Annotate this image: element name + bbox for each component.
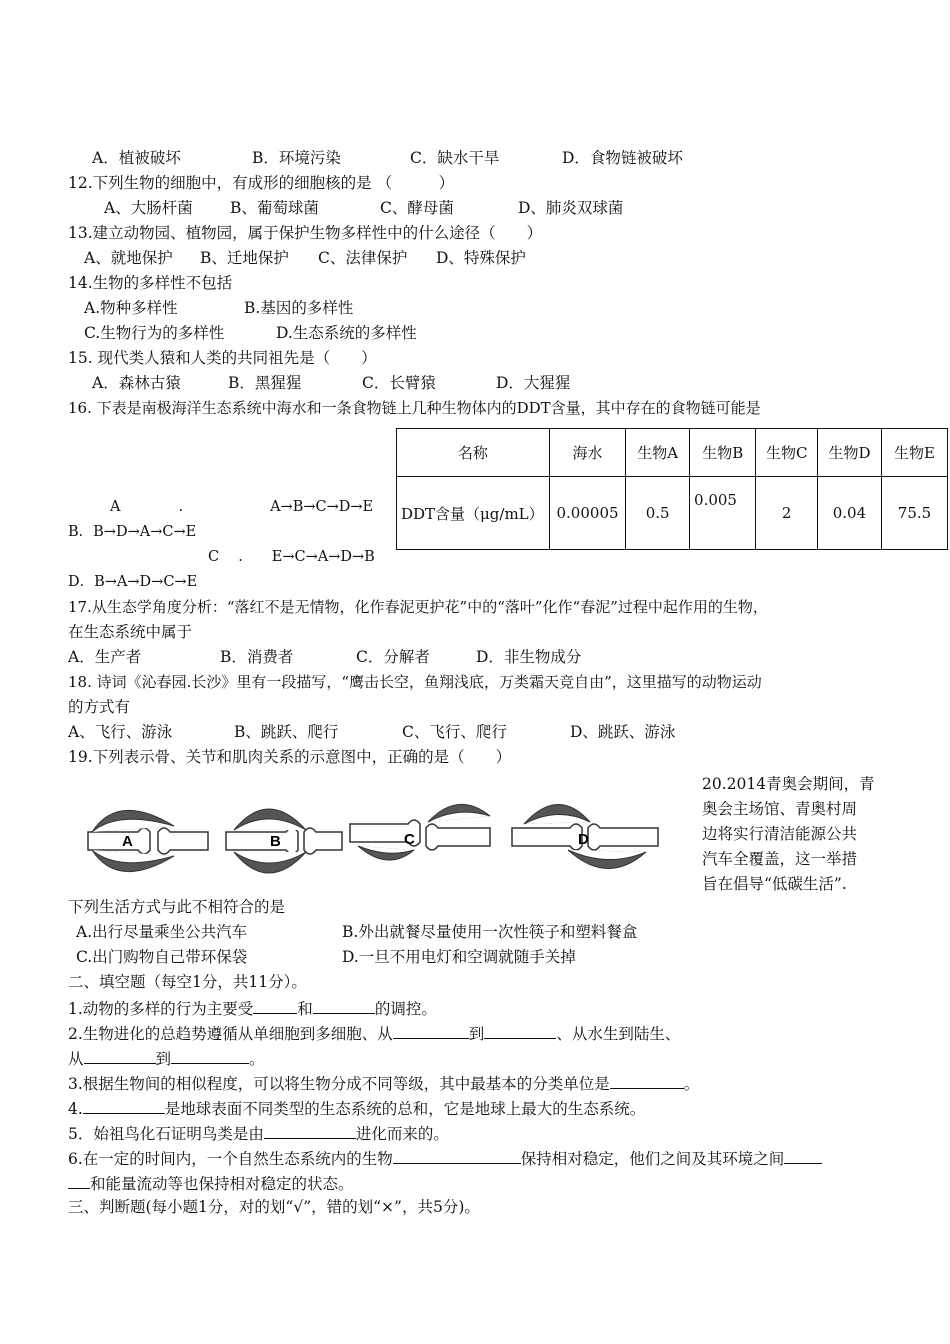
q12-stem: 12.下列生物的细胞中，有成形的细胞核的是 （ ） [68,174,455,192]
q16-stem: 16. 下表是南极海洋生态系统中海水和一条食物链上几种生物体内的DDT含量，其中存在的食物链可能是 [68,399,761,417]
diagram-a [88,810,208,871]
q17-option-c: C．分解者 [356,648,430,666]
fill-blank[interactable] [484,1022,556,1039]
q16-option-a: A . A→B→C→D→E [110,499,374,515]
q18-stem-line1: 18. 诗词《沁春园.长沙》里有一段描写，“鹰击长空，鱼翔浅底，万类霜天竞自由”，这里描写的动物运动 [68,673,762,691]
q13-option-a: A、就地保护 [84,249,173,267]
q20-side-text [702,772,892,897]
q14-option-d: D.生态系统的多样性 [276,324,417,342]
fill-blank[interactable] [784,1147,822,1164]
diagram-label-d: D [578,831,589,848]
q15-option-a: A．森林古猿 [92,374,181,392]
q19-stem: 19.下列表示骨、关节和肌肉关系的示意图中，正确的是（ ） [68,748,512,766]
q17-option-a: A．生产者 [68,648,142,666]
q20-option-a: A.出行尽量乘坐公共汽车 [76,923,248,941]
q20-side-line: 旨在倡导“低碳生活”. [702,875,847,893]
ddt-header: 生物B [690,429,756,477]
q16-option-d: D．B→A→D→C→E [68,574,198,590]
q20-option-b: B.外出就餐尽量使用一次性筷子和塑料餐盒 [342,923,638,941]
ddt-cell: 0.5 [626,477,690,550]
q20-option-c: C.出门购物自己带环保袋 [76,948,248,966]
ddt-value-row [397,477,948,550]
fill-q2-text: 到 [468,1025,485,1043]
fill-blank[interactable] [264,1122,356,1139]
q20-side-line: 边将实行清洁能源公共 [702,825,858,843]
ddt-header: 生物C [756,429,818,477]
q17-stem-line1: 17.从生态学角度分析：“落红不是无情物，化作春泥更护花”中的“落叶”化作“春泥”过程中起作用的生物， [68,598,768,616]
fill-q4 [68,1097,645,1119]
fill-q1 [68,997,437,1019]
ddt-header: 生物A [626,429,690,477]
q17-option-d: D．非生物成分 [476,648,582,666]
ddt-cell: 75.5 [881,477,947,550]
q16-option-b: B．B→D→A→C→E [68,524,197,540]
fill-q5-text: 进化而来的。 [355,1125,449,1143]
q11-option-a: A．植被破坏 [92,149,181,167]
fill-q2-cont [68,1047,265,1069]
ddt-cell: DDT含量（μg/mL） [397,477,550,550]
fill-q4-text: 4. [68,1100,83,1118]
fill-q1-text: 1.动物的多样的行为主要受 [68,1000,254,1018]
ddt-cell: 0.00005 [549,477,626,550]
q18-stem-line2: 的方式有 [68,698,131,716]
fill-blank[interactable] [313,997,375,1014]
q15-option-d: D．大猩猩 [496,374,571,392]
fill-q5-text: 5．始祖鸟化石证明鸟类是由 [68,1125,264,1143]
fill-blank[interactable] [610,1072,684,1089]
q20-option-d: D.一旦不用电灯和空调就随手关掉 [342,948,576,966]
q13-option-b: B、迁地保护 [200,249,289,267]
ddt-cell: 0.005 [690,477,756,550]
ddt-header: 海水 [549,429,626,477]
fill-blank[interactable] [171,1047,249,1064]
q11-option-b: B．环境污染 [252,149,341,167]
fill-q5 [68,1122,449,1144]
q16-option-c: C . E→C→A→D→B [208,549,375,565]
fill-q6 [68,1147,822,1169]
ddt-header: 生物E [881,429,947,477]
diagram-c [350,804,490,860]
q14-stem: 14.生物的多样性不包括 [68,274,233,292]
fill-q3-text: 。 [683,1075,700,1093]
q17-option-b: B．消费者 [220,648,294,666]
fill-q6-cont [68,1172,354,1194]
diagram-b [226,809,342,873]
fill-blank[interactable] [68,1172,90,1189]
q12-option-a: A、大肠杆菌 [104,199,193,217]
bone-joint-muscle-figure [78,794,664,886]
ddt-header: 名称 [397,429,550,477]
q14-option-c: C.生物行为的多样性 [84,324,225,342]
fill-q2-text: 2.生物进化的总趋势遵循从单细胞到多细胞、从 [68,1025,393,1043]
fill-q2-text: 到 [155,1050,172,1068]
diagram-label-c: C [404,831,415,848]
diagram-label-b: B [270,833,281,850]
q18-option-a: A、飞行、游泳 [68,723,173,741]
fill-q2 [68,1022,680,1044]
q20-stem: 下列生活方式与此不相符合的是 [68,898,286,916]
diagram-label-a: A [122,833,133,850]
q12-option-c: C、酵母菌 [380,199,454,217]
section2-title: 二、填空题（每空1分，共11分）。 [68,973,307,991]
fill-q6-text: 保持相对稳定，他们之间及其环境之间 [520,1150,785,1168]
fill-q1-text: 和 [297,1000,313,1018]
q14-option-b: B.基因的多样性 [244,299,354,317]
q12-option-d: D、肺炎双球菌 [518,199,624,217]
ddt-header-row [397,429,948,477]
fill-q1-text: 的调控。 [374,1000,437,1018]
ddt-table [396,428,948,550]
q12-option-b: B、葡萄球菌 [230,199,319,217]
fill-blank[interactable] [253,997,297,1014]
fill-q2-text: 、从水生到陆生、 [556,1025,681,1043]
fill-q6-text: 和能量流动等也保持相对稳定的状态。 [90,1175,354,1193]
q13-stem: 13.建立动物园、植物园，属于保护生物多样性中的什么途径（ ） [68,224,543,242]
fill-q6-text: 6.在一定的时间内，一个自然生态系统内的生物 [68,1150,393,1168]
q18-option-d: D、跳跃、游泳 [570,723,676,741]
fill-blank[interactable] [393,1147,521,1164]
ddt-cell: 0.04 [817,477,881,550]
fill-blank[interactable] [84,1047,156,1064]
q15-stem: 15. 现代类人猿和人类的共同祖先是（ ） [68,349,377,367]
q20-side-line: 奥会主场馆、青奥村周 [702,800,858,818]
fill-q2-text: 。 [249,1050,265,1068]
fill-q2-text: 从 [68,1050,84,1068]
section3-title: 三、判断题(每小题1分，对的划“√”，错的划“×”，共5分)。 [68,1198,480,1216]
fill-blank[interactable] [393,1022,469,1039]
ddt-cell: 2 [756,477,818,550]
q15-option-b: B．黑猩猩 [228,374,302,392]
q18-option-b: B、跳跃、爬行 [234,723,339,741]
ddt-header: 生物D [817,429,881,477]
q11-option-d: D．食物链被破坏 [562,149,683,167]
q15-option-c: C．长臂猿 [362,374,436,392]
fill-blank[interactable] [83,1097,165,1114]
q13-option-c: C、法律保护 [318,249,408,267]
fill-q3 [68,1072,699,1094]
q13-option-d: D、特殊保护 [436,249,526,267]
q11-option-c: C．缺水干旱 [410,149,500,167]
q18-option-c: C、飞行、爬行 [402,723,507,741]
fill-q3-text: 3.根据生物间的相似程度，可以将生物分成不同等级，其中最基本的分类单位是 [68,1075,610,1093]
q14-option-a: A.物种多样性 [84,299,178,317]
q20-side-line: 汽车全覆盖，这一举措 [702,850,858,868]
fill-q4-text: 是地球表面不同类型的生态系统的总和，它是地球上最大的生态系统。 [164,1100,646,1118]
diagram-d [512,804,658,868]
q17-stem-line2: 在生态系统中属于 [68,623,193,641]
q20-side-line: 20.2014青奥会期间，青 [702,775,875,793]
